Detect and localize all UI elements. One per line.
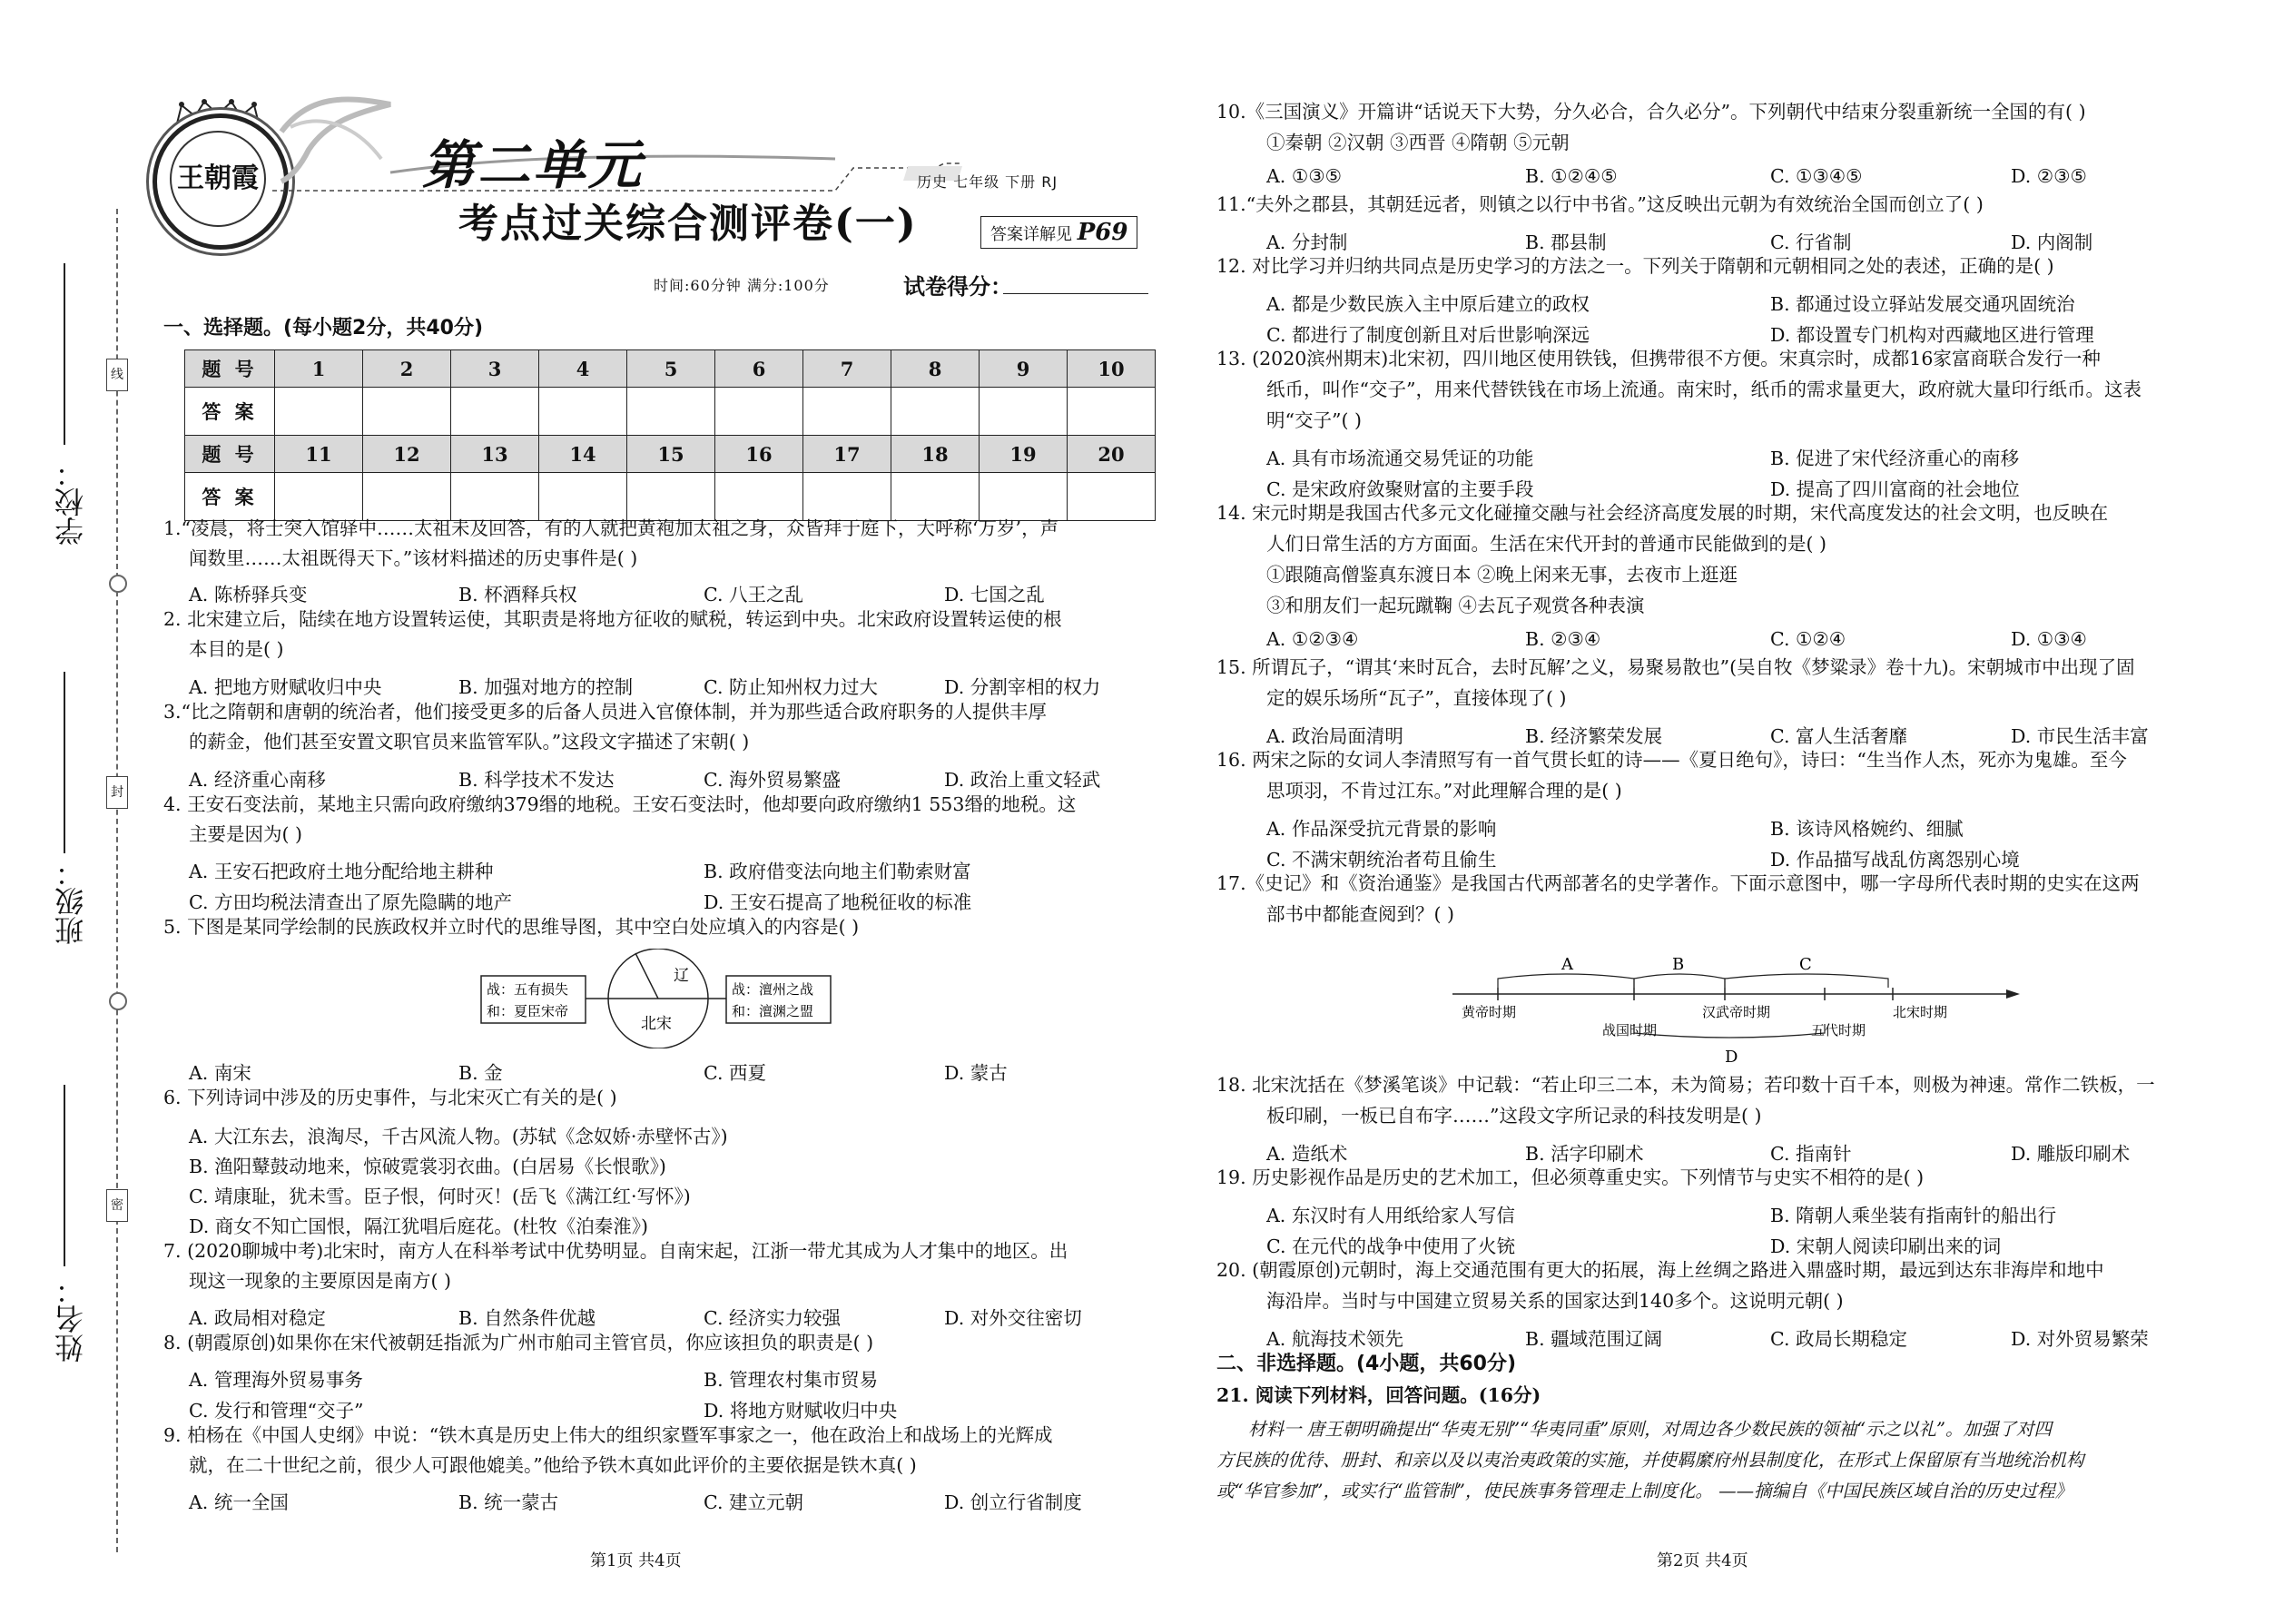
q6-stem: 6. 下列诗词中涉及的历史事件，与北宋灭亡有关的是( ) <box>163 1087 617 1108</box>
q19-option-b[interactable]: B. 隋朝人乘坐装有指南针的船出行 <box>1770 1205 2057 1226</box>
bracket-d <box>1634 1024 1825 1038</box>
q9-option-d[interactable]: D. 创立行省制度 <box>944 1491 1082 1513</box>
q8-stem: 8. (朝霞原创)如果你在宋代被朝廷指派为广州市舶司主管官员，你应该担负的职责是( ) <box>163 1332 874 1353</box>
q-num: 16 <box>715 436 803 473</box>
q5-option-b[interactable]: B. 金 <box>458 1062 503 1084</box>
q9-option-c[interactable]: C. 建立元朝 <box>704 1491 803 1513</box>
name-field[interactable] <box>64 1085 65 1266</box>
q15-option-a[interactable]: A. 政治局面清明 <box>1266 725 1403 747</box>
answer-cell[interactable] <box>980 388 1068 436</box>
page-number-right: 第2页 共4页 <box>1657 1551 1748 1570</box>
q14-item-1: ①跟随高僧鉴真东渡日本 ②晚上闲来无事，去夜市上逛逛 <box>1266 564 1738 586</box>
q10-stem-2: ①秦朝 ②汉朝 ③西晋 ④隋朝 ⑤元朝 <box>1266 132 1570 153</box>
q15-option-d[interactable]: D. 市民生活丰富 <box>2011 725 2149 747</box>
q-num: 4 <box>539 350 627 388</box>
timeline-beisong: 北宋时期 <box>1893 1004 1948 1020</box>
timeline-label-a: A <box>1561 955 1573 974</box>
answer-cell[interactable] <box>539 388 627 436</box>
bracket-c <box>1725 974 1888 988</box>
q14-stem-2: 人们日常生活的方方面面。生活在宋代开封的普通市民能做到的是( ) <box>1266 533 1827 555</box>
q10-option-c[interactable]: C. ①③④⑤ <box>1770 165 1863 187</box>
q5-option-a[interactable]: A. 南宋 <box>189 1062 251 1084</box>
q10-stem: 10.《三国演义》开篇讲“话说天下大势，分久必合，合久必分”。下列朝代中结束分裂重新统一全国的有( ) <box>1216 101 2086 123</box>
q7-option-c[interactable]: C. 经济实力较强 <box>704 1307 841 1329</box>
q20-option-c[interactable]: C. 政局长期稳定 <box>1770 1328 1907 1350</box>
q18-option-c[interactable]: C. 指南针 <box>1770 1143 1852 1165</box>
timeline-zhanguo: 战国时期 <box>1602 1022 1658 1038</box>
q7-option-b[interactable]: B. 自然条件优越 <box>458 1307 596 1329</box>
margin-hole <box>109 992 127 1010</box>
q5-stem: 5. 下图是某同学绘制的民族政权并立时代的思维导图，其中空白处应填入的内容是( ) <box>163 916 860 938</box>
q11-option-c[interactable]: C. 行省制 <box>1770 231 1852 253</box>
answer-table <box>184 349 1156 521</box>
num-label: 题 号 <box>185 436 275 473</box>
q18-option-a[interactable]: A. 造纸术 <box>1266 1143 1348 1165</box>
q13-option-d[interactable]: D. 提高了四川富商的社会地位 <box>1770 478 2020 500</box>
answer-ref-prefix: 答案详解见 <box>990 225 1072 244</box>
q16-option-a[interactable]: A. 作品深受抗元背景的影响 <box>1266 818 1497 840</box>
q10-option-a[interactable]: A. ①③⑤ <box>1266 165 1342 187</box>
q21-stem: 21. 阅读下列材料，回答问题。(16分) <box>1216 1384 1541 1406</box>
margin-mark-line: 线 <box>106 359 128 391</box>
q4-stem-2: 主要是因为( ) <box>189 823 303 845</box>
q7-stem-2: 现这一现象的主要原因是南方( ) <box>189 1270 452 1292</box>
q7-stem: 7. (2020聊城中考)北宋时，南方人在科举考试中优势明显。自南宋起，江浙一带尤其成为人才集中的地区。出 <box>163 1240 1068 1262</box>
q18-stem: 18. 北宋沈括在《梦溪笔谈》中记载：“若止印三二本，未为简易；若印数十百千本，则极为神速。常作二铁板，一 <box>1216 1074 2155 1096</box>
class-label: 班级： <box>54 858 88 945</box>
brand-logo <box>153 113 289 250</box>
mindmap-right-2: 和：澶渊之盟 <box>732 1003 814 1019</box>
mindmap-left-1: 战：五有损失 <box>487 981 569 998</box>
q14-item-2: ③和朋友们一起玩蹴鞠 ④去瓦子观赏各种表演 <box>1266 595 1645 616</box>
q11-stem: 11.“夫外之郡县，其朝廷远者，则镇之以行中书省。”这反映出元朝为有效统治全国而创立了( ) <box>1216 193 1984 215</box>
q9-option-a[interactable]: A. 统一全国 <box>189 1491 289 1513</box>
q8-option-b[interactable]: B. 管理农村集市贸易 <box>704 1369 879 1391</box>
q7-option-d[interactable]: D. 对外交往密切 <box>944 1307 1082 1329</box>
q19-stem: 19. 历史影视作品是历史的艺术加工，但必须尊重史实。下列情节与史实不相符的是( ) <box>1216 1166 1925 1188</box>
q16-option-b[interactable]: B. 该诗风格婉约、细腻 <box>1770 818 1964 840</box>
q12-option-d[interactable]: D. 都设置专门机构对西藏地区进行管理 <box>1770 324 2094 346</box>
q14-option-b[interactable]: B. ②③④ <box>1525 628 1601 650</box>
q2-option-b[interactable]: B. 加强对地方的控制 <box>458 676 634 698</box>
q10-option-b[interactable]: B. ①②④⑤ <box>1525 165 1618 187</box>
q1-option-c[interactable]: C. 八王之乱 <box>704 584 803 605</box>
q6-option-d[interactable]: D. 商女不知亡国恨，隔江犹唱后庭花。(杜牧《泊秦淮》) <box>189 1216 648 1237</box>
q4-option-d[interactable]: D. 王安石提高了地税征收的标准 <box>704 891 972 913</box>
q11-option-b[interactable]: B. 郡县制 <box>1525 231 1607 253</box>
q18-option-b[interactable]: B. 活字印刷术 <box>1525 1143 1644 1165</box>
margin-mark-seal: 封 <box>106 776 128 809</box>
q9-stem: 9. 柏杨在《中国人史纲》中说：“铁木真是历史上伟大的组织家暨军事家之一，他在政治上和战场上的光辉成 <box>163 1424 1053 1446</box>
ans-label: 答 案 <box>185 388 275 436</box>
q13-stem-3: 明“交子”( ) <box>1266 409 1362 431</box>
q12-option-b[interactable]: B. 都通过设立驿站发展交通巩固统治 <box>1770 293 2075 315</box>
score-field[interactable] <box>1003 293 1148 294</box>
material-1-line-3: 或“华官参加”，或实行“监管制”，使民族事务管理走上制度化。 ——摘编自《中国民族区域自治的历史过程》 <box>1216 1481 2073 1501</box>
answer-reference <box>980 216 1137 249</box>
q-num: 20 <box>1068 436 1156 473</box>
q3-option-a[interactable]: A. 经济重心南移 <box>189 769 326 791</box>
q3-stem: 3.“比之隋朝和唐朝的统治者，他们接受更多的后备人员进入官僚体制，并为那些适合政府职务的人提供丰厚 <box>163 701 1048 723</box>
q6-option-a[interactable]: A. 大江东去，浪淘尽，千古风流人物。(苏轼《念奴娇·赤壁怀古》) <box>189 1126 728 1147</box>
q-num: 18 <box>891 436 980 473</box>
q14-stem: 14. 宋元时期是我国古代多元文化碰撞交融与社会经济高度发展的时期，宋代高度发达的社会文明，也反映在 <box>1216 502 2109 524</box>
answer-cell[interactable] <box>1068 473 1156 521</box>
material-1-line-2: 方民族的优待、册封、和亲以及以夷治夷政策的实施，并使羁縻府州县制度化，在形式上保留原有当地统治机构 <box>1216 1450 2084 1471</box>
q-num: 8 <box>891 350 980 388</box>
q1-stem: 1.“凌晨，将士突入馆驿中……太祖未及回答，有的人就把黄袍加太祖之身，众皆拜于庭下，大呼称‘万岁’，声 <box>163 517 1059 539</box>
q4-option-a[interactable]: A. 王安石把政府土地分配给地主耕种 <box>189 861 494 882</box>
q-num: 6 <box>715 350 803 388</box>
q13-option-b[interactable]: B. 促进了宋代经济重心的南移 <box>1770 448 2020 469</box>
school-label: 学校： <box>54 458 88 546</box>
answer-cell[interactable] <box>363 388 451 436</box>
margin-hole <box>109 575 127 593</box>
q1-stem-2: 闻数里……太祖既得天下。”该材料描述的历史事件是( ) <box>189 547 638 569</box>
q-num: 5 <box>627 350 715 388</box>
q15-stem-2: 定的娱乐场所“瓦子”，直接体现了( ) <box>1266 687 1567 709</box>
q19-option-d[interactable]: D. 宋朝人阅读印刷出来的词 <box>1770 1235 2002 1257</box>
timeline-hanwudi: 汉武帝时期 <box>1702 1004 1771 1020</box>
q8-option-d[interactable]: D. 将地方财赋收归中央 <box>704 1400 898 1422</box>
q20-option-b[interactable]: B. 疆域范围辽阔 <box>1525 1328 1663 1350</box>
section1-title: 一、选择题。(每小题2分，共40分) <box>163 317 484 340</box>
material-1-line-1: 材料一 唐王朝明确提出“华夷无别”“华夷同重”原则，对周边各少数民族的领袖“示之以礼”。加强了对四 <box>1248 1419 2053 1440</box>
q13-option-a[interactable]: A. 具有市场流通交易凭证的功能 <box>1266 448 1534 469</box>
answer-cell[interactable] <box>275 388 363 436</box>
q9-option-b[interactable]: B. 统一蒙古 <box>458 1491 559 1513</box>
timeline-label-b: B <box>1672 955 1685 974</box>
answer-cell[interactable] <box>451 388 539 436</box>
q1-option-a[interactable]: A. 陈桥驿兵变 <box>189 584 308 605</box>
q-num: 19 <box>980 436 1068 473</box>
bracket-b <box>1634 974 1725 988</box>
q2-stem: 2. 北宋建立后，陆续在地方设置转运使，其职责是将地方征收的赋税，转运到中央。北宋政府设置转运使的根 <box>163 608 1062 630</box>
q12-stem: 12. 对比学习并归纳共同点是历史学习的方法之一。下列关于隋朝和元朝相同之处的表述，正确的是( ) <box>1216 255 2054 277</box>
q3-option-d[interactable]: D. 政治上重文轻武 <box>944 769 1101 791</box>
mindmap-right-1: 战：澶州之战 <box>732 981 814 998</box>
q-num: 7 <box>803 350 891 388</box>
mindmap-bottom: 北宋 <box>641 1015 672 1033</box>
q-num: 10 <box>1068 350 1156 388</box>
ans-label: 答 案 <box>185 473 275 521</box>
q5-option-d[interactable]: D. 蒙古 <box>944 1062 1008 1084</box>
q-num: 9 <box>980 350 1068 388</box>
q13-stem-2: 纸币，叫作“交子”，用来代替铁钱在市场上流通。南宋时，纸币的需求量更大，政府就大量印行纸币。这表 <box>1266 379 2141 400</box>
q9-stem-2: 就，在二十世纪之前，很少人可跟他媲美。”他给予铁木真如此评价的主要依据是铁木真( ) <box>189 1454 917 1476</box>
q-num: 2 <box>363 350 451 388</box>
test-title: 考点过关综合测评卷(一) <box>458 201 918 247</box>
q-num: 14 <box>539 436 627 473</box>
unit-title: 第二单元 <box>422 134 645 196</box>
q6-option-b[interactable]: B. 渔阳鼙鼓动地来，惊破霓裳羽衣曲。(白居易《长恨歌》) <box>189 1156 666 1177</box>
q4-option-c[interactable]: C. 方田均税法清查出了原先隐瞒的地产 <box>189 891 512 913</box>
q3-option-c[interactable]: C. 海外贸易繁盛 <box>704 769 841 791</box>
answer-cell[interactable] <box>1068 388 1156 436</box>
logo-text: 王朝霞 <box>170 131 266 227</box>
q20-option-a[interactable]: A. 航海技术领先 <box>1266 1328 1403 1350</box>
margin-mark-close: 密 <box>106 1189 128 1222</box>
binding-line <box>116 209 118 1552</box>
q8-option-c[interactable]: C. 发行和管理“交子” <box>189 1400 364 1422</box>
q12-option-c[interactable]: C. 都进行了制度创新且对后世影响深远 <box>1266 324 1590 346</box>
answer-cell[interactable] <box>891 388 980 436</box>
q19-option-a[interactable]: A. 东汉时有人用纸给家人写信 <box>1266 1205 1515 1226</box>
q15-option-c[interactable]: C. 富人生活奢靡 <box>1770 725 1907 747</box>
answer-cell[interactable] <box>627 388 715 436</box>
q4-option-b[interactable]: B. 政府借变法向地主们勒索财富 <box>704 861 971 882</box>
q14-option-c[interactable]: C. ①②④ <box>1770 628 1846 650</box>
q18-stem-2: 板印刷，一板已自布字……”这段文字所记录的科技发明是( ) <box>1266 1105 1762 1127</box>
q2-option-d[interactable]: D. 分割宰相的权力 <box>944 676 1101 698</box>
q18-option-d[interactable]: D. 雕版印刷术 <box>2011 1143 2131 1165</box>
mind-map-diagram <box>472 949 835 1048</box>
q10-option-d[interactable]: D. ②③⑤ <box>2011 165 2087 187</box>
q16-stem: 16. 两宋之际的女词人李清照写有一首气贯长虹的诗——《夏日绝句》，诗曰：“生当作人杰，死亦为鬼雄。至今 <box>1216 749 2127 771</box>
num-label: 题 号 <box>185 350 275 388</box>
score-label: 试卷得分： <box>903 273 1012 300</box>
timeline-label-d: D <box>1725 1048 1738 1067</box>
q13-stem: 13. (2020滨州期末)北宋初，四川地区使用铁钱，但携带很不方便。宋真宗时，成都16家富商联合发行一种 <box>1216 348 2101 369</box>
section2-title: 二、非选择题。(4小题，共60分) <box>1216 1353 1517 1375</box>
timeline-wudai: 五代时期 <box>1811 1022 1866 1038</box>
q-num: 17 <box>803 436 891 473</box>
school-field[interactable] <box>64 263 65 445</box>
q2-option-a[interactable]: A. 把地方财赋收归中央 <box>189 676 382 698</box>
q11-option-a[interactable]: A. 分封制 <box>1266 231 1348 253</box>
q3-option-b[interactable]: B. 科学技术不发达 <box>458 769 615 791</box>
q20-stem-2: 海沿岸。当时与中国建立贸易关系的国家达到140多个。这说明元朝( ) <box>1266 1290 1844 1312</box>
q20-stem: 20. (朝霞原创)元朝时，海上交通范围有更大的拓展，海上丝绸之路进入鼎盛时期，最远到达东非海岸和地中 <box>1216 1259 2104 1281</box>
q19-option-c[interactable]: C. 在元代的战争中使用了火铳 <box>1266 1235 1515 1257</box>
timeline-arrow <box>2006 989 2020 999</box>
q14-option-a[interactable]: A. ①②③④ <box>1266 628 1359 650</box>
time-score-info: 时间:60分钟 满分:100分 <box>654 277 830 294</box>
q20-option-d[interactable]: D. 对外贸易繁荣 <box>2011 1328 2149 1350</box>
q17-stem-2: 部书中都能查阅到？( ) <box>1266 903 1455 925</box>
q16-stem-2: 思项羽，不肯过江东。”对此理解合理的是( ) <box>1266 780 1622 802</box>
q11-option-d[interactable]: D. 内阁制 <box>2011 231 2093 253</box>
timeline-huangdi: 黄帝时期 <box>1462 1004 1517 1020</box>
q-num: 15 <box>627 436 715 473</box>
q13-option-c[interactable]: C. 是宋政府敛聚财富的主要手段 <box>1266 478 1534 500</box>
q3-stem-2: 的薪金，他们甚至安置文职官员来监管军队。”这段文字描述了宋朝( ) <box>189 731 750 753</box>
timeline-label-c: C <box>1799 955 1812 974</box>
q1-option-b[interactable]: B. 杯酒释兵权 <box>458 584 577 605</box>
bracket-a <box>1498 974 1634 988</box>
q-num: 11 <box>275 436 363 473</box>
grade-meta: 历史 七年级 下册 RJ <box>917 173 1058 191</box>
answer-cell[interactable] <box>803 388 891 436</box>
class-field[interactable] <box>64 672 65 853</box>
page-number-left: 第1页 共4页 <box>590 1551 682 1570</box>
q16-option-d[interactable]: D. 作品描写战乱仿离怨别心境 <box>1770 849 2020 871</box>
q16-option-c[interactable]: C. 不满宋朝统治者苟且偷生 <box>1266 849 1497 871</box>
q2-option-c[interactable]: C. 防止知州权力过大 <box>704 676 878 698</box>
q4-stem: 4. 王安石变法前，某地主只需向政府缴纳379缗的地税。王安石变法时，他却要向政府缴纳1 553缗的地税。这 <box>163 793 1077 815</box>
answer-cell[interactable] <box>715 388 803 436</box>
q-num: 1 <box>275 350 363 388</box>
answer-ref-page: P69 <box>1077 219 1128 246</box>
q-num: 3 <box>451 350 539 388</box>
q15-stem: 15. 所谓瓦子，“谓其‘来时瓦合，去时瓦解’之义，易聚易散也”(吴自牧《梦粱录》卷十九)。宋朝城市中出现了固 <box>1216 656 2135 678</box>
q7-option-a[interactable]: A. 政局相对稳定 <box>189 1307 326 1329</box>
q17-stem: 17.《史记》和《资治通鉴》是我国古代两部著名的史学著作。下面示意图中，哪一字母所代表时期的史实在这两 <box>1216 872 2140 894</box>
q12-option-a[interactable]: A. 都是少数民族入主中原后建立的政权 <box>1266 293 1590 315</box>
q14-option-d[interactable]: D. ①③④ <box>2011 628 2087 650</box>
q1-option-d[interactable]: D. 七国之乱 <box>944 584 1045 605</box>
mindmap-top: 辽 <box>674 967 689 985</box>
q-num: 13 <box>451 436 539 473</box>
q8-option-a[interactable]: A. 管理海外贸易事务 <box>189 1369 363 1391</box>
q5-option-c[interactable]: C. 西夏 <box>704 1062 766 1084</box>
q6-option-c[interactable]: C. 靖康耻，犹未雪。臣子恨，何时灭！(岳飞《满江红·写怀》) <box>189 1186 691 1207</box>
mindmap-left-2: 和：夏臣宋帝 <box>487 1003 569 1019</box>
q-num: 12 <box>363 436 451 473</box>
timeline-diagram <box>1452 944 2033 1071</box>
q2-stem-2: 本目的是( ) <box>189 638 284 660</box>
q15-option-b[interactable]: B. 经济繁荣发展 <box>1525 725 1663 747</box>
name-label: 姓名： <box>54 1275 88 1363</box>
